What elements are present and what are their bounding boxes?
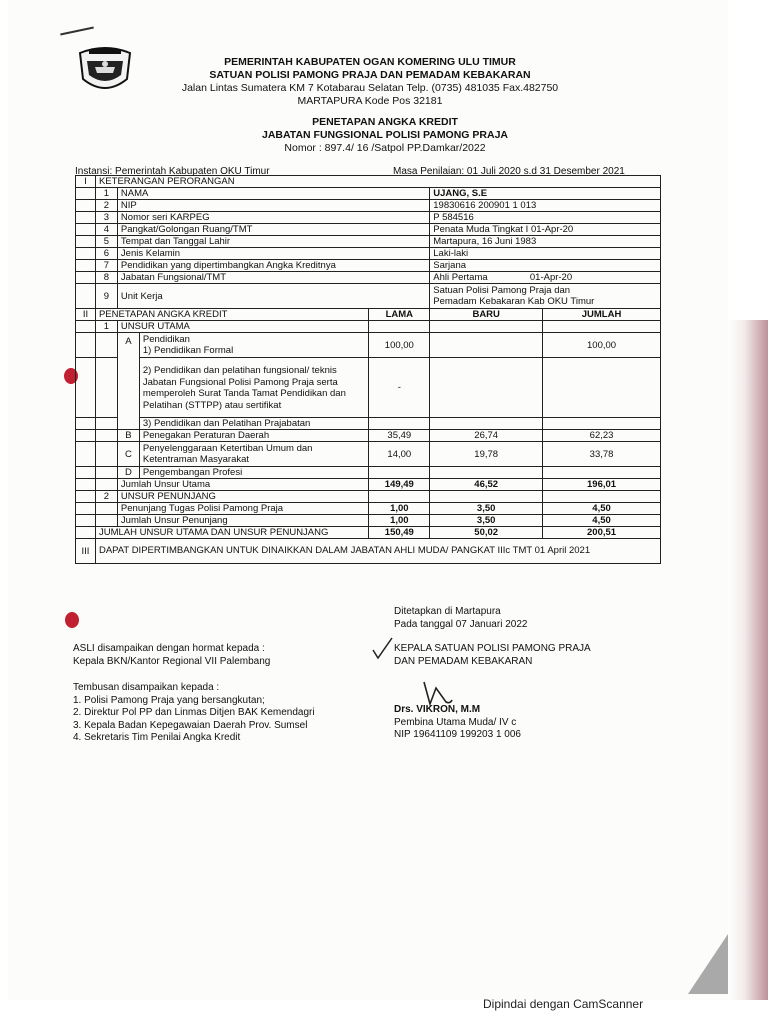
- table-row: 5 Tempat dan Tanggal Lahir Martapura, 16 Juni 1983: [76, 236, 661, 248]
- table-row: 2 UNSUR PENUNJANG: [76, 491, 661, 503]
- scan-edge-shadow: [728, 320, 768, 1000]
- doc-number: Nomor : 897.4/ 16 /Satpol PP.Damkar/2022: [284, 142, 486, 154]
- letterhead-postcode: MARTAPURA Kode Pos 32181: [297, 95, 443, 107]
- page-corner-fold: [688, 934, 728, 994]
- table-row: 2 NIP 19830616 200901 1 013: [76, 200, 661, 212]
- asli-recipient: ASLI disampaikan dengan hormat kepada : Kepala BKN/Kantor Regional VII Palembang: [73, 643, 271, 667]
- camscanner-watermark: Dipindai dengan CamScanner: [483, 997, 644, 1011]
- regency-emblem-logo: [75, 43, 135, 97]
- table-row: Jumlah Unsur Penunjang 1,00 3,50 4,50: [76, 515, 661, 527]
- table-row: 8 Jabatan Fungsional/TMT Ahli Pertama 01-Apr-20: [76, 272, 661, 284]
- list-item: 3. Kepala Badan Kepegawaian Daerah Prov. Sumsel: [73, 719, 308, 731]
- letterhead-line2: SATUAN POLISI PAMONG PRAJA DAN PEMADAM KEBAKARAN: [209, 69, 531, 81]
- signatory-rank: Pembina Utama Muda/ IV c: [394, 716, 517, 728]
- list-item: 4. Sekretaris Tim Penilai Angka Kredit: [73, 732, 241, 743]
- tembusan-list: Tembusan disampaikan kepada : 1. Polisi Pamong Praja yang bersangkutan; 2. Direktur Pol PP dan Linmas Ditjen BAK Kemendagri 3. Kepala Badan Kepegawaian Daerah Prov. Sumsel 4. Sekretaris Tim Penilai Angka Kredit: [73, 682, 315, 743]
- table-row: 2) Pendidikan dan pelatihan fungsional/ teknis Jabatan Fungsional Polisi Pamong Praja serta memperoleh Surat Tanda Tamat Pendidikan dan Pelatihan (STTPP) atau sertifikat -: [76, 358, 661, 418]
- signature-block: [394, 606, 527, 631]
- signatory-title: KEPALA SATUAN POLISI PAMONG PRAJA DAN PEMADAM KEBAKARAN: [394, 643, 591, 667]
- ditetapkan-label: Ditetapkan di Martapura: [394, 606, 501, 617]
- list-item: 2. Direktur Pol PP dan Linmas Ditjen BAK Kemendagri: [73, 707, 315, 718]
- table-row: 3 Nomor seri KARPEG P 584516: [76, 212, 661, 224]
- doc-title: PENETAPAN ANGKA KREDIT: [312, 116, 458, 128]
- section2-header: II PENETAPAN ANGKA KREDIT LAMA BARU JUMLAH: [76, 309, 661, 321]
- credit-table: [75, 175, 661, 564]
- table-row: Jumlah Unsur Utama 149,49 46,52 196,01: [76, 479, 661, 491]
- signatory-details: [394, 704, 521, 742]
- table-row: 7 Pendidikan yang dipertimbangkan Angka Kreditnya Sarjana: [76, 260, 661, 272]
- table-row: 1 UNSUR UTAMA: [76, 321, 661, 333]
- instansi-label: Instansi: Pemerintah Kabupaten OKU Timur: [75, 166, 270, 177]
- table-row: B Penegakan Peraturan Daerah 35,49 26,74 62,23: [76, 430, 661, 442]
- table-row: 4 Pangkat/Golongan Ruang/TMT Penata Muda Tingkat I 01-Apr-20: [76, 224, 661, 236]
- signatory-nip: NIP 19641109 199203 1 006: [394, 729, 521, 740]
- red-stamp-mark: [65, 612, 79, 628]
- table-row: A Pendidikan 1) Pendidikan Formal 100,00 100,00: [76, 333, 661, 358]
- table-row: C Penyelenggaraan Ketertiban Umum dan Ketentraman Masyarakat 14,00 19,78 33,78: [76, 442, 661, 467]
- table-row: D Pengembangan Profesi: [76, 467, 661, 479]
- masa-penilaian-label: Masa Penilaian: 01 Juli 2020 s.d 31 Desember 2021: [393, 166, 625, 177]
- tanggal-label: Pada tanggal 07 Januari 2022: [394, 618, 528, 630]
- list-item: 1. Polisi Pamong Praja yang bersangkutan;: [73, 694, 265, 706]
- table-row: 9 Unit Kerja Satuan Polisi Pamong Praja dan Pemadam Kebakaran Kab OKU Timur: [76, 284, 661, 309]
- paraf-check-mark: [370, 636, 396, 666]
- letterhead-address: Jalan Lintas Sumatera KM 7 Kotabarau Selatan Telp. (0735) 481035 Fax.482750: [181, 82, 559, 94]
- table-row: 1 NAMA UJANG, S.E: [76, 188, 661, 200]
- table-row: 3) Pendidikan dan Pelatihan Prajabatan: [76, 418, 661, 430]
- table-row: Penunjang Tugas Polisi Pamong Praja 1,00 3,50 4,50: [76, 503, 661, 515]
- table-row: JUMLAH UNSUR UTAMA DAN UNSUR PENUNJANG 150,49 50,02 200,51: [76, 527, 661, 539]
- table-row: 6 Jenis Kelamin Laki-laki: [76, 248, 661, 260]
- letterhead-line1: PEMERINTAH KABUPATEN OGAN KOMERING ULU TIMUR: [224, 56, 516, 68]
- section1-header: I KETERANGAN PERORANGAN: [76, 176, 661, 188]
- signatory-name: Drs. VIKRON, M.M: [394, 704, 481, 715]
- doc-subtitle: JABATAN FUNGSIONAL POLISI PAMONG PRAJA: [262, 129, 508, 141]
- section3-row: III DAPAT DIPERTIMBANGKAN UNTUK DINAIKKAN DALAM JABATAN AHLI MUDA/ PANGKAT IIIc TMT 01 April 2021: [76, 539, 661, 564]
